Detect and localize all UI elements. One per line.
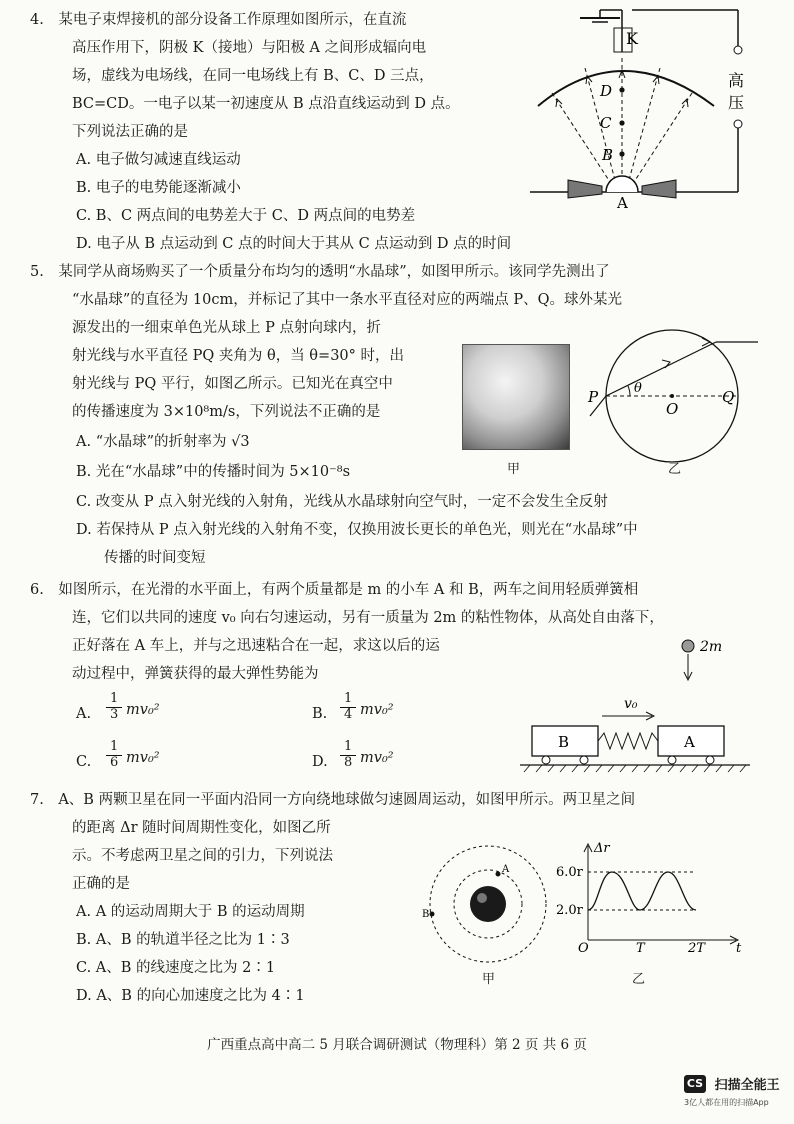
q4-line-4: BC=CD。一电子以某一初速度从 B 点沿直线运动到 D 点。 <box>72 96 460 112</box>
q5-option-d-cont: 传播的时间变短 <box>104 550 206 566</box>
q5-label-jia: 甲 <box>507 462 521 477</box>
q6-option-b-num: 1 <box>344 691 353 706</box>
q6-option-b-den: 4 <box>344 707 353 722</box>
q5-option-b: B. 光在“水晶球”中的传播时间为 5×10⁻⁸s <box>76 464 351 480</box>
q5-line-2: “水晶球”的直径为 10cm，并标记了其中一条水平直径对应的两端点 P、Q。球外某光 <box>72 292 623 308</box>
q4-line-5: 下列说法正确的是 <box>72 124 188 140</box>
q7-option-d: D. A、B 的向心加速度之比为 4∶1 <box>76 988 305 1004</box>
q5-option-c: C. 改变从 P 点入射光线的入射角，光线从水晶球射向空气时，一定不会发生全反射 <box>76 494 608 510</box>
q5-line-3: 源发出的一细束单色光从球上 P 点射向球内，折 <box>72 320 381 336</box>
q7-option-b: B. A、B 的轨道半径之比为 1∶3 <box>76 932 290 948</box>
q6-option-c-num: 1 <box>110 739 119 754</box>
q4-option-c: C. B、C 两点间的电势差大于 C、D 两点间的电势差 <box>76 208 416 224</box>
scanner-watermark <box>684 1074 780 1108</box>
q4-line-2: 高压作用下，阴极 K（接地）与阳极 A 之间形成辐向电 <box>72 40 427 56</box>
q7-orbit-figure <box>420 842 550 972</box>
crystal-ball-photo <box>462 344 570 450</box>
q6-line-2: 连，它们以共同的速度 v₀ 向右匀速运动，另有一质量为 2m 的粘性物体，从高处自由落下， <box>72 610 664 626</box>
scanner-tagline: 3亿人都在用的扫描App <box>684 1098 769 1107</box>
q7-distance-chart <box>556 840 750 956</box>
q5-label-yi: 乙 <box>668 462 682 477</box>
q7-line-2: 的距离 Δr 随时间周期性变化，如图乙所 <box>72 820 331 836</box>
q4-label-a: A <box>617 194 628 212</box>
q6-figure <box>520 636 760 776</box>
q7-line-3: 示。不考虑两卫星之间的引力，下列说法 <box>72 848 333 864</box>
q7-label-a: A <box>502 864 510 875</box>
q5-label-q: Q <box>722 388 735 406</box>
q6-line-1: 6. 如图所示，在光滑的水平面上，有两个质量都是 m 的小车 A 和 B，两车之间用轻质弹簧相 <box>30 582 639 598</box>
q6-option-d-tail: mv₀² <box>360 750 394 766</box>
scanner-app-name: 扫描全能王 <box>714 1078 780 1093</box>
q6-option-a-label: A. <box>76 706 92 722</box>
q5-label-o: O <box>666 400 679 418</box>
q5-line-5: 射光线与 PQ 平行，如图乙所示。已知光在真空中 <box>72 376 393 392</box>
q7-option-a: A. A 的运动周期大于 B 的运动周期 <box>76 904 305 920</box>
q4-label-hv-1: 高 <box>728 71 745 90</box>
q6-line-4: 动过程中，弹簧获得的最大弹性势能为 <box>72 666 319 682</box>
q6-option-a-den: 3 <box>110 707 119 722</box>
q6-option-d-num: 1 <box>344 739 353 754</box>
q4-label-c: C <box>600 114 612 132</box>
q6-option-b-tail: mv₀² <box>360 702 394 718</box>
q7-label-jia: 甲 <box>482 972 496 987</box>
q4-figure <box>530 8 770 212</box>
page-footer: 广西重点高中高二 5 月联合调研测试（物理科）第 2 页 共 6 页 <box>207 1037 587 1053</box>
q6-option-c-tail: mv₀² <box>126 750 160 766</box>
q4-label-hv-2: 压 <box>728 93 745 112</box>
q7-label-y-lo: 2.0r <box>556 903 583 918</box>
q5-option-a: A. “水晶球”的折射率为 √3 <box>76 434 250 450</box>
q6-option-a-tail: mv₀² <box>126 702 160 718</box>
q5-option-d: D. 若保持从 P 点入射光线的入射角不变，仅换用波长更长的单色光，则光在“水晶球”中 <box>76 522 638 538</box>
q7-label-t1: T <box>636 941 645 956</box>
q6-label-v0: v₀ <box>624 696 638 712</box>
q4-option-d: D. 电子从 B 点运动到 C 点的时间大于其从 C 点运动到 D 点的时间 <box>76 236 512 252</box>
q6-option-a-num: 1 <box>110 691 119 706</box>
q4-line-1: 4. 某电子束焊接机的部分设备工作原理如图所示，在直流 <box>30 12 407 28</box>
q6-label-2m: 2m <box>700 639 723 655</box>
q5-label-theta: θ <box>634 381 642 396</box>
q5-label-p: P <box>588 388 599 406</box>
q4-label-k: K <box>626 29 638 48</box>
q5-figure <box>590 320 760 470</box>
q6-option-d-den: 8 <box>344 755 353 770</box>
q7-label-t-axis: t <box>736 941 742 956</box>
q4-line-3: 场，虚线为电场线，在同一电场线上有 B、C、D 三点， <box>72 68 434 84</box>
q5-line-4: 射光线与水平直径 PQ 夹角为 θ，当 θ=30° 时，出 <box>72 348 404 364</box>
q4-option-b: B. 电子的电势能逐渐减小 <box>76 180 241 196</box>
q7-label-y-hi: 6.0r <box>556 865 583 880</box>
q6-option-c-label: C. <box>76 754 92 770</box>
q4-label-b: B <box>602 146 614 164</box>
q6-option-c-den: 6 <box>110 755 119 770</box>
q7-line-1: 7. A、B 两颗卫星在同一平面内沿同一方向绕地球做匀速圆周运动，如图甲所示。两卫星之间 <box>30 792 636 808</box>
scanner-logo-icon: CS <box>684 1075 706 1093</box>
q5-line-1: 5. 某同学从商场购买了一个质量分布均匀的透明“水晶球”，如图甲所示。该同学先测出了 <box>30 264 610 280</box>
q6-option-d-label: D. <box>312 754 328 770</box>
q7-option-c: C. A、B 的线速度之比为 2∶1 <box>76 960 276 976</box>
q4-option-a: A. 电子做匀减速直线运动 <box>76 152 241 168</box>
q7-label-yi: 乙 <box>632 972 646 987</box>
q6-line-3: 正好落在 A 车上，并与之迅速粘合在一起，求这以后的运 <box>72 638 440 654</box>
q7-line-4: 正确的是 <box>72 876 130 892</box>
q7-label-t2: 2T <box>688 941 705 956</box>
q7-label-dr: Δr <box>594 841 610 856</box>
q6-option-b-label: B. <box>312 706 328 722</box>
q7-label-o: O <box>578 941 589 956</box>
q4-label-d: D <box>600 82 613 100</box>
q7-label-b: B <box>422 909 430 920</box>
q6-label-a: A <box>684 733 695 751</box>
q6-label-b: B <box>558 733 570 751</box>
q5-line-6: 的传播速度为 3×10⁸m/s，下列说法不正确的是 <box>72 404 381 420</box>
